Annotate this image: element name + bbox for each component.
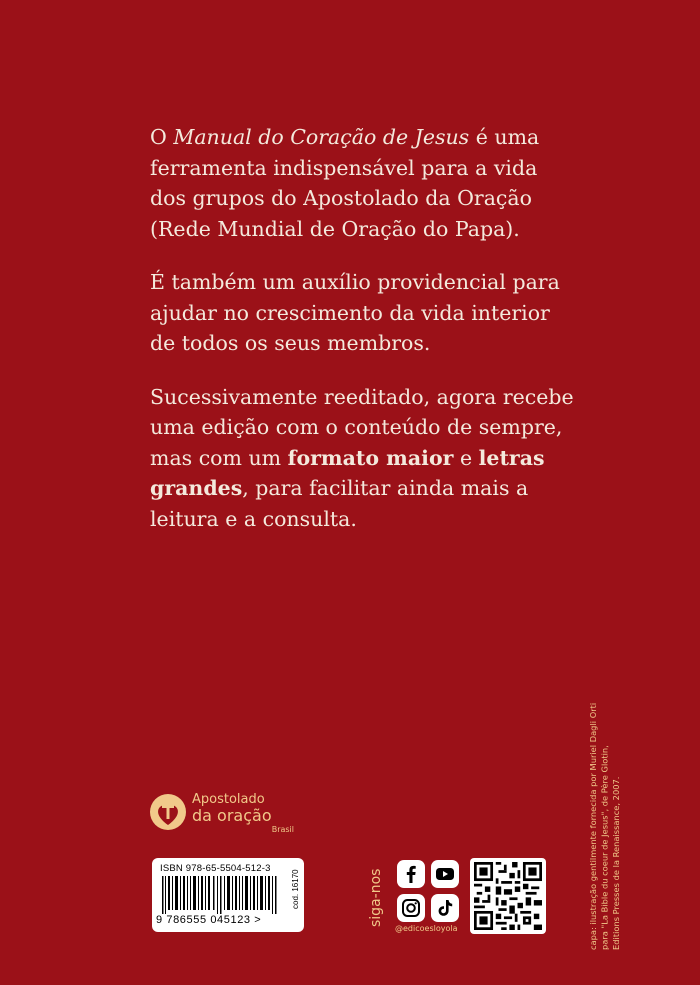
follow-us-label: siga-nos: [368, 868, 384, 928]
barcode-digits: 9 786555 045123 >: [156, 914, 262, 926]
paragraph-3: [150, 382, 575, 535]
p1-suffix: é uma ferramenta indispensável para a vida dos grupos do Apostolado da Oração (Rede Mundial de Oração do Papa).: [150, 125, 540, 241]
barcode-bars: [162, 876, 280, 914]
qr-code[interactable]: [470, 858, 546, 934]
logo-line-1: Apostolado: [192, 792, 265, 807]
apostolado-logo: [148, 790, 308, 840]
tiktok-icon[interactable]: [431, 894, 459, 922]
book-title: Manual do Coração de Jesus: [173, 125, 470, 149]
logo-text: [192, 792, 294, 834]
heart-cross-icon: [148, 792, 188, 832]
p1-prefix: O: [150, 125, 174, 149]
product-code: cod. 16170: [291, 869, 300, 909]
social-icons: [395, 858, 465, 922]
qr-code-pattern: [474, 862, 542, 930]
p3-bold2: letras grandes: [150, 445, 545, 500]
back-cover-text: [150, 122, 575, 557]
p3-bold1: formato maior: [287, 445, 454, 470]
paragraph-1: [150, 122, 575, 244]
p3-part3: , para facilitar ainda mais a leitura e a consulta.: [150, 476, 529, 531]
cover-credits: [588, 660, 636, 950]
logo-line-3: Brasil: [271, 825, 294, 834]
social-handle[interactable]: @edicoesloyola: [395, 924, 458, 933]
logo-line-2: da oração: [192, 806, 272, 825]
facebook-icon[interactable]: [397, 860, 425, 888]
p3-part2: e: [453, 445, 479, 470]
credits-line-2: para "La Bible du coeur de Jesus", de Père Glotin,: [599, 745, 610, 950]
isbn-number: ISBN 978-65-5504-512-3: [160, 863, 271, 874]
youtube-icon[interactable]: [431, 860, 459, 888]
instagram-icon[interactable]: [397, 894, 425, 922]
p3-part1: Sucessivamente reeditado, agora recebe uma edição com o conteúdo de sempre, mas com um: [150, 384, 574, 470]
isbn-barcode: [152, 858, 304, 932]
paragraph-2: É também um auxílio providencial para ajudar no crescimento da vida interior de todos os seus membros.: [150, 270, 560, 355]
credits-line-1: capa: ilustração gentilmente fornecida por Muriel Dagli Orti: [588, 702, 598, 950]
credits-line-3: Editions Presses de la Renaissance, 2007.: [611, 776, 621, 950]
